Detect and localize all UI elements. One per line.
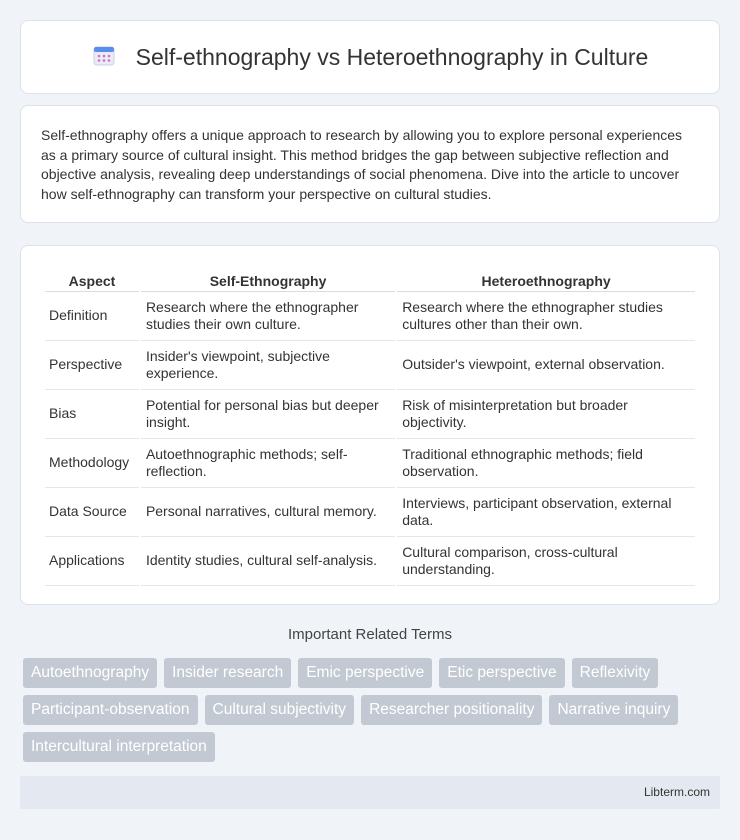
tag-insider-research[interactable]: Insider research (164, 658, 291, 688)
comparison-card (20, 245, 720, 605)
calendar-icon (92, 43, 116, 72)
row-hetero: Outsider's viewpoint, external observation. (397, 341, 695, 390)
page-title: Self-ethnography vs Heteroethnography in Culture (135, 43, 649, 70)
tag-narrative-inquiry[interactable]: Narrative inquiry (549, 695, 678, 725)
tag-autoethnography[interactable]: Autoethnography (23, 658, 157, 688)
row-hetero: Risk of misinterpretation but broader objectivity. (397, 390, 695, 439)
header-aspect: Aspect (45, 266, 139, 292)
footer-site-link[interactable]: Libterm.com (643, 785, 710, 799)
table-row (45, 537, 695, 586)
row-hetero: Interviews, participant observation, external data. (397, 488, 695, 537)
row-self: Research where the ethnographer studies their own culture. (141, 292, 395, 341)
header-self-ethnography: Self-Ethnography (141, 266, 395, 292)
row-aspect: Bias (45, 390, 139, 439)
row-hetero: Cultural comparison, cross-cultural understanding. (397, 537, 695, 586)
row-self: Identity studies, cultural self-analysis. (141, 537, 395, 586)
tag-reflexivity[interactable]: Reflexivity (572, 658, 659, 688)
row-aspect: Definition (45, 292, 139, 341)
related-terms-title: Important Related Terms (288, 626, 452, 643)
table-row (45, 439, 695, 488)
row-hetero: Traditional ethnographic methods; field observation. (397, 439, 695, 488)
row-self: Autoethnographic methods; self-reflection. (141, 439, 395, 488)
row-aspect: Data Source (45, 488, 139, 537)
header-heteroethnography: Heteroethnography (397, 266, 695, 292)
row-hetero: Research where the ethnographer studies cultures other than their own. (397, 292, 695, 341)
table-row (45, 390, 695, 439)
row-aspect: Perspective (45, 341, 139, 390)
footer (20, 776, 720, 809)
tag-emic-perspective[interactable]: Emic perspective (298, 658, 432, 688)
row-self: Personal narratives, cultural memory. (141, 488, 395, 537)
tag-etic-perspective[interactable]: Etic perspective (439, 658, 564, 688)
tag-intercultural-interpretation[interactable]: Intercultural interpretation (23, 732, 215, 762)
row-aspect: Applications (45, 537, 139, 586)
row-self: Insider's viewpoint, subjective experience. (141, 341, 395, 390)
intro-card (20, 105, 720, 223)
table-header-row (45, 266, 695, 292)
intro-text: Self-ethnography offers a unique approach to research by allowing you to explore personal experiences as a primary source of cultural insight. This method bridges the gap between subjective reflection and objective analysis, revealing deep understandings of social phenomena. Dive into the article to uncover how self-ethnography can transform your perspective on cultural studies. (41, 127, 683, 202)
related-terms-tags (23, 658, 723, 762)
header-card (20, 20, 720, 94)
table-row (45, 341, 695, 390)
comparison-table (43, 266, 697, 586)
tag-participant-observation[interactable]: Participant-observation (23, 695, 198, 725)
tag-researcher-positionality[interactable]: Researcher positionality (361, 695, 542, 725)
row-aspect: Methodology (45, 439, 139, 488)
table-row (45, 292, 695, 341)
tag-cultural-subjectivity[interactable]: Cultural subjectivity (205, 695, 355, 725)
table-row (45, 488, 695, 537)
row-self: Potential for personal bias but deeper insight. (141, 390, 395, 439)
